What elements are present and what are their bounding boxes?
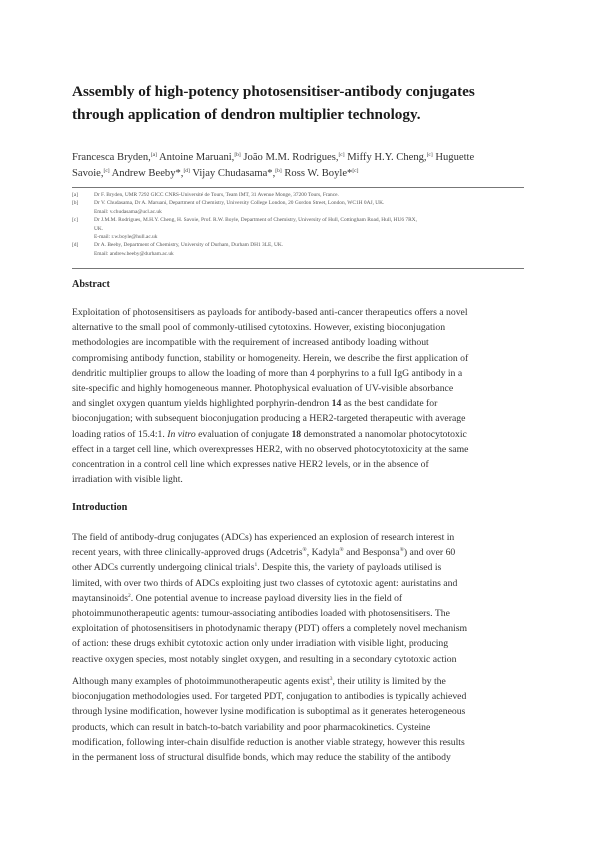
affiliation-marker: [b] <box>275 168 282 174</box>
affiliation-text: Dr A. Beeby, Department of Chemistry, University of Durham, Durham DH1 3LE, UK. <box>94 242 284 249</box>
text-line: methodologies are incompatible with the requirement of increased antibody loading without <box>72 337 429 349</box>
affiliation-text: UK. <box>94 225 104 232</box>
text-run: and singlet oxygen quantum yields highlighted porphyrin-dendron <box>72 398 332 410</box>
text-line <box>72 396 532 411</box>
registered-mark: ® <box>399 547 404 554</box>
affiliation-label: [b] <box>72 200 79 207</box>
text-line: reactive oxygen species, most notably singlet oxygen, and resulting in a secondary cytotoxic action <box>72 653 457 665</box>
text-line: dendritic multiplier groups to allow the loading of more than 4 porphyrins to a full IgG antibody in a <box>72 367 463 379</box>
italic-text: In vitro <box>167 428 196 440</box>
affiliation-marker: [c] <box>338 152 345 158</box>
text-line: products, which can result in batch-to-batch variability and poor pharmacokinetics. Cysteine <box>72 721 431 733</box>
affiliation-marker: [a] <box>150 152 157 158</box>
text-line: limited, with over two thirds of ADCs exploiting just two classes of cytotoxic agent: auristatins and <box>72 577 458 589</box>
text-line: of action: these drugs exhibit cytotoxic action only under irradiation with visible light, producing <box>72 638 449 650</box>
affiliation-email: E-mail: r.w.boyle@hull.ac.uk <box>94 234 158 241</box>
affiliation-marker: [c] <box>426 152 433 158</box>
text-line: through lysine modification, however lysine modification is suboptimal as it generates heterogeneous <box>72 706 466 718</box>
text-line: compromising antibody function, stability or homogeneity. Herein, we describe the first application of <box>72 352 469 364</box>
author-line <box>72 166 532 182</box>
compound-number: 18 <box>291 428 302 440</box>
affiliation-a <box>72 191 524 199</box>
text-line <box>72 591 532 606</box>
affiliation-marker: [d] <box>183 168 190 174</box>
author-name: Savoie, <box>72 168 104 179</box>
abstract-heading: Abstract <box>72 279 110 290</box>
text-run: evaluation of conjugate <box>195 428 292 440</box>
author-line <box>72 150 532 166</box>
author-name: João M.M. Rodrigues, <box>240 152 339 163</box>
affiliation-text: Dr J.M.M. Rodrigues, M.H.Y. Cheng, H. Savoie, Prof. R.W. Boyle, Department of Chemistry, University of Hull, Cottingham Road, Hull, HU6 7RX, <box>94 217 417 224</box>
affiliation-d <box>72 241 524 258</box>
text-run: and Besponsa <box>343 547 400 559</box>
text-run: loading ratios of 15.4:1. <box>72 428 168 440</box>
author-name: Vijay Chudasama*, <box>189 168 276 179</box>
affiliations <box>72 191 524 258</box>
affiliation-text: Dr F. Bryden, UMR 7292 GICC CNRS-Université de Tours, Team IMT, 31 Avenue Monge, 37200 Tours, France. <box>94 192 339 198</box>
citation-marker: 1 <box>254 562 258 569</box>
affiliations-top-rule <box>72 187 524 188</box>
introduction-paragraph-2 <box>72 674 532 765</box>
introduction-paragraph-1 <box>72 530 532 667</box>
text-line: bioconjugation; with subsequent bioconjugation producing a HER2-targeted therapeutic with average <box>72 413 466 425</box>
registered-mark: ® <box>302 547 307 554</box>
text-run: maytansinoids <box>72 592 128 604</box>
compound-number: 14 <box>331 398 342 410</box>
author-name: Huguette <box>432 152 475 163</box>
text-line: The field of antibody-drug conjugates (ADCs) has experienced an explosion of research interest in <box>72 532 455 543</box>
author-name: Francesca Bryden, <box>72 152 151 163</box>
affiliation-label: [a] <box>72 192 78 198</box>
affiliation-text: Dr V. Chudasama, Dr A. Maruani, Department of Chemistry, University College London, 20 Gordon Street, London, WC1H 0AJ, UK. <box>94 200 385 207</box>
text-run: demonstrated a nanomolar photocytotoxic <box>301 428 467 440</box>
text-line: effect in a target cell line, which overexpresses HER2, with no observed photocytotoxicity at the same <box>72 443 469 455</box>
introduction-heading: Introduction <box>72 502 128 513</box>
text-run: other ADCs currently undergoing clinical trials <box>72 562 255 574</box>
affiliation-b <box>72 199 524 216</box>
affiliation-marker: [c] <box>352 168 359 174</box>
author-list <box>72 150 532 182</box>
text-run: Although many examples of photoimmunotherapeutic agents exist <box>72 676 330 687</box>
affiliation-marker: [b] <box>234 152 241 158</box>
citation-marker: 3 <box>329 676 333 682</box>
text-line: modification, following inter-chain disulfide reduction is another viable strategy, however this results <box>72 736 465 748</box>
text-run: , their utility is limited by the <box>332 676 446 687</box>
text-line <box>72 427 532 442</box>
text-line: irradiation with visible light. <box>72 474 183 486</box>
paper-title <box>72 80 532 126</box>
text-line: exploitation of photosensitisers in photodynamic therapy (PDT) offers a completely novel mechanism <box>72 623 468 635</box>
text-line <box>72 545 532 560</box>
text-run: as the best candidate for <box>341 398 438 410</box>
affiliation-marker: [c] <box>103 168 110 174</box>
abstract-body <box>72 305 532 487</box>
registered-mark: ® <box>339 547 344 554</box>
author-name: Andrew Beeby*, <box>109 168 184 179</box>
citation-marker: 2 <box>127 592 131 599</box>
text-line: bioconjugation methodologies used. For targeted PDT, conjugation to antibodies is typically achieved <box>72 691 467 703</box>
text-line: alternative to the small pool of commonly-utilised cytotoxins. However, existing bioconjugation <box>72 322 446 334</box>
text-run: , Kadyla <box>306 547 340 559</box>
text-line <box>72 560 532 575</box>
affiliation-email: Email: v.chudasama@ucl.ac.uk <box>94 208 162 215</box>
affiliation-label: [d] <box>72 242 79 249</box>
affiliation-c <box>72 216 524 241</box>
text-line: site-specific and highly homogeneous manner. Photophysical evaluation of UV-visible absorbance <box>72 382 454 394</box>
text-line: in the permanent loss of structural disulfide bonds, which may reduce the stability of the antibody <box>72 751 451 763</box>
text-run: ) and over 60 <box>403 547 456 559</box>
text-line <box>72 674 532 689</box>
title-line: Assembly of high-potency photosensitiser-antibody conjugates <box>72 83 475 100</box>
text-run: . One potential avenue to increase payload diversity lies in the field of <box>130 592 403 604</box>
text-run: recent years, with three clinically-approved drugs (Adcetris <box>72 547 303 559</box>
affiliation-email: Email: andrew.beeby@durham.ac.uk <box>94 250 174 257</box>
affiliation-label: [c] <box>72 217 78 224</box>
text-line: concentration in a control cell line which expresses native HER2 levels, or in the absence of <box>72 458 429 470</box>
title-line: through application of dendron multiplier technology. <box>72 106 421 123</box>
text-line: Exploitation of photosensitisers as payloads for antibody-based anti-cancer therapeutics offers a novel <box>72 307 468 318</box>
text-run: . Despite this, the variety of payloads utilised is <box>257 562 442 574</box>
author-name: Antoine Maruani, <box>156 152 235 163</box>
author-name: Miffy H.Y. Cheng, <box>344 152 427 163</box>
affiliations-bottom-rule <box>72 268 524 269</box>
text-line: photoimmunotherapeutic agents: tumour-associating antibodies loaded with photosensitisers. The <box>72 607 450 619</box>
author-name: Ross W. Boyle* <box>281 168 353 179</box>
